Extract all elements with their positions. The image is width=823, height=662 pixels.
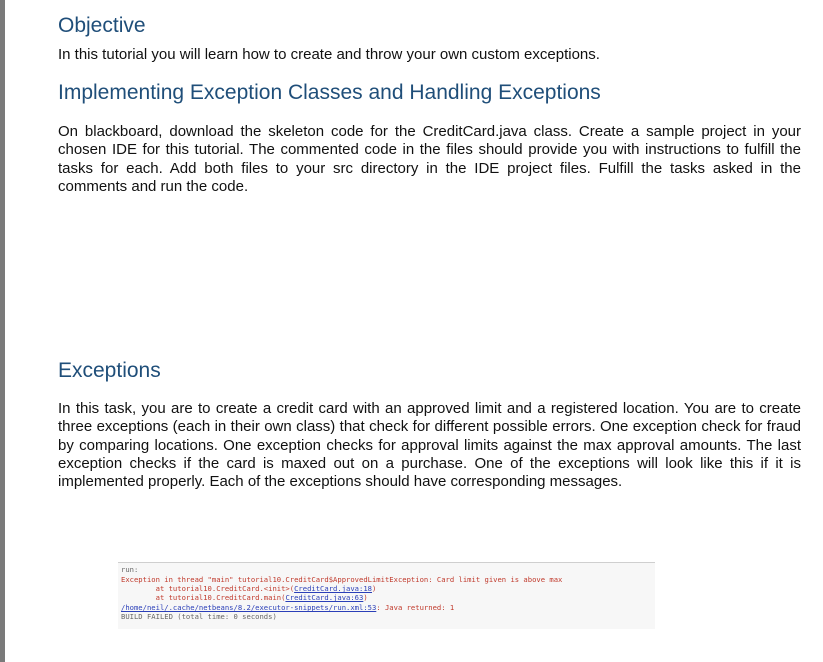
console-path-line: /home/neil/.cache/netbeans/8.2/executor-snippets/run.xml:53: Java returned: 1 [121,603,455,612]
implementing-heading: Implementing Exception Classes and Handling Exceptions [58,81,601,104]
document-page [5,0,823,662]
console-output-screenshot [118,562,655,629]
console-exception-line: Exception in thread "main" tutorial10.CreditCard$ApprovedLimitException: Card limit given is above max [121,575,563,584]
console-run-label: run: [121,565,139,574]
trace-link-2[interactable]: CreditCard.java:63 [285,593,364,602]
objective-text: In this tutorial you will learn how to create and throw your own custom exceptions. [58,46,600,63]
console-build-failed: BUILD FAILED (total time: 0 seconds) [121,612,277,621]
executor-path-link[interactable]: /home/neil/.cache/netbeans/8.2/executor-snippets/run.xml:53 [121,603,377,612]
exceptions-text: In this task, you are to create a credit card with an approved limit and a registered location. You are to create three exceptions (each in their own class) that check for different possible errors. One exception check for fraud by comparing locations. One exception checks for approval limits against the max approval amounts. The last exception checks if the card is maxed out on a purchase. One of the exceptions will look like this if it is implemented properly. Each of the exceptions should have corresponding messages. [58,400,801,491]
trace-link-1[interactable]: CreditCard.java:18 [294,584,372,593]
console-trace-line-2: at tutorial10.CreditCard.main(CreditCard.java:63) [121,593,368,602]
objective-heading: Objective [58,14,146,37]
implementing-text: On blackboard, download the skeleton code for the CreditCard.java class. Create a sample project in your chosen IDE for this tutorial. The commented code in the files should provide you with instructions to fulfill the tasks for each. Add both files to your src directory in the IDE project files. Fulfill the tasks asked in the comments and run the code. [58,123,801,195]
exceptions-heading: Exceptions [58,359,161,382]
console-trace-line-1: at tutorial10.CreditCard.<init>(CreditCard.java:18) [121,584,377,593]
